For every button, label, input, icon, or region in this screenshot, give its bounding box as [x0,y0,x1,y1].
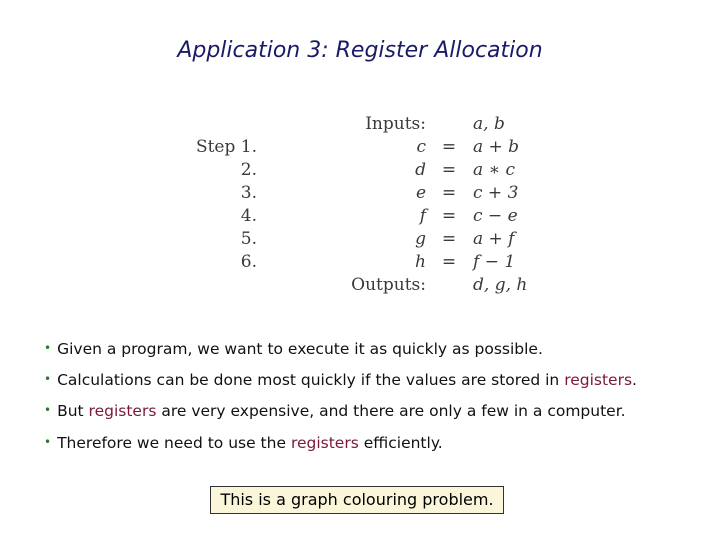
step-label: 6. [240,252,257,272]
step-lhs: f [419,206,426,226]
highlight-term: registers [88,402,157,420]
step-lhs: e [415,183,426,203]
bullet-text: Therefore we need to use the [57,434,291,452]
bullet-text: efficiently. [358,434,443,452]
program-step [200,183,540,205]
bullet-dot-icon: • [44,341,52,355]
step-label: Step 1. [195,137,257,157]
equals-sign: = [441,206,457,226]
program-listing [195,108,540,298]
step-rhs: a ∗ c [473,160,516,180]
step-rhs: c + 3 [473,183,519,203]
equals-sign: = [441,252,457,272]
outputs-value: d, g, h [473,275,528,295]
inputs-label: Inputs: [365,114,426,134]
step-rhs: a + b [473,137,520,157]
step-label: 5. [240,229,257,249]
bullet-item [44,434,443,452]
step-lhs: h [415,252,426,272]
bullet-text: But [57,402,89,420]
equals-sign: = [441,183,457,203]
highlight-term: registers [290,434,359,452]
bullet-text: Given a program, we want to execute it as quickly as possible. [57,340,543,358]
inputs-value: a, b [473,114,505,134]
bullet-text: . [632,371,637,389]
step-rhs: f − 1 [473,252,516,272]
bullet-dot-icon: • [44,435,52,449]
bullet-text: are very expensive, and there are only a few in a computer. [156,402,626,420]
step-rhs: c − e [473,206,518,226]
bullet-text: Calculations can be done most quickly if the values are stored in [57,371,565,389]
step-rhs: a + f [473,229,515,249]
step-lhs: g [415,229,426,249]
equals-sign: = [441,160,457,180]
equals-sign: = [441,137,457,157]
program-step [200,252,540,274]
step-lhs: c [416,137,426,157]
highlight-term: registers [564,371,633,389]
bullet-dot-icon: • [44,403,52,417]
bullet-item [44,371,637,389]
step-label: 3. [240,183,257,203]
program-step [200,206,540,228]
program-step [200,160,540,182]
program-step [200,229,540,251]
bullet-item [44,402,626,420]
inputs-row [200,114,540,136]
step-label: 4. [240,206,257,226]
outputs-row [200,275,540,297]
bullet-dot-icon: • [44,372,52,386]
answer-box: This is a graph colouring problem. [210,486,504,514]
bullet-item [44,340,543,358]
outputs-label: Outputs: [351,275,426,295]
equals-sign: = [441,229,457,249]
program-step [195,137,540,159]
step-label: 2. [240,160,257,180]
slide-title: Application 3: Register Allocation [177,38,543,63]
step-lhs: d [415,160,426,180]
